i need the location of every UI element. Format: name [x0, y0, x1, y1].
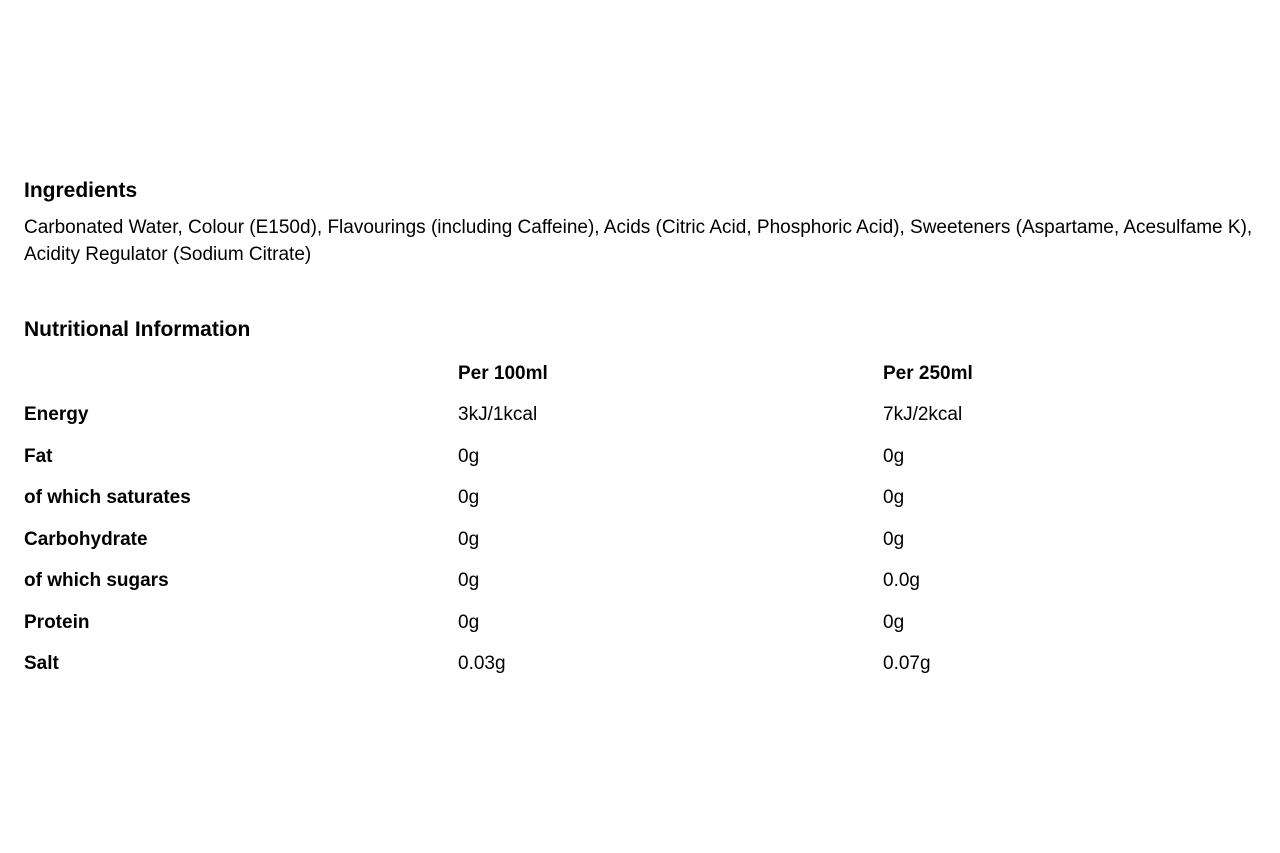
- nutrient-label: Carbohydrate: [24, 528, 148, 550]
- per-250ml-value: 0g: [883, 445, 905, 467]
- per-250ml-header: Per 250ml: [883, 362, 973, 384]
- per-250ml-value: 0g: [883, 487, 905, 509]
- nutrient-label: Fat: [24, 445, 53, 467]
- per-250ml-value: 0.0g: [883, 570, 920, 592]
- table-row: [24, 478, 1183, 520]
- ingredients-heading: Ingredients: [24, 179, 138, 202]
- nutrient-label: Energy: [24, 404, 89, 426]
- nutrient-column-header: [24, 353, 458, 395]
- table-row: [24, 644, 1183, 686]
- table-row: [24, 561, 1183, 603]
- per-100ml-value: 0.03g: [458, 653, 506, 675]
- per-100ml-value: 0g: [458, 487, 480, 509]
- table-row: [24, 602, 1183, 644]
- per-250ml-value: 0g: [883, 528, 905, 550]
- table-row: [24, 395, 1183, 437]
- nutrition-header-row: [24, 353, 1183, 395]
- per-250ml-value: 7kJ/2kcal: [883, 404, 963, 426]
- per-100ml-value: 0g: [458, 445, 480, 467]
- table-row: [24, 519, 1183, 561]
- ingredients-text: Carbonated Water, Colour (E150d), Flavourings (including Caffeine), Acids (Citric Acid, Phosphoric Acid), Sweeteners (Aspartame, Acesulfame K), Acidity Regulator (Sodium Citrate): [24, 217, 1253, 265]
- nutrient-label: Salt: [24, 653, 59, 675]
- per-100ml-value: 0g: [458, 570, 480, 592]
- per-250ml-value: 0g: [883, 611, 905, 633]
- nutrient-label: of which sugars: [24, 570, 169, 592]
- per-100ml-value: 0g: [458, 528, 480, 550]
- nutrition-heading: Nutritional Information: [24, 318, 251, 341]
- per-250ml-value: 0.07g: [883, 653, 931, 675]
- per-100ml-value: 3kJ/1kcal: [458, 404, 538, 426]
- per-100ml-value: 0g: [458, 611, 480, 633]
- per-100ml-header: Per 100ml: [458, 362, 548, 384]
- nutrition-table: [24, 353, 1183, 685]
- nutrient-label: Protein: [24, 611, 90, 633]
- nutrient-label: of which saturates: [24, 487, 191, 509]
- table-row: [24, 436, 1183, 478]
